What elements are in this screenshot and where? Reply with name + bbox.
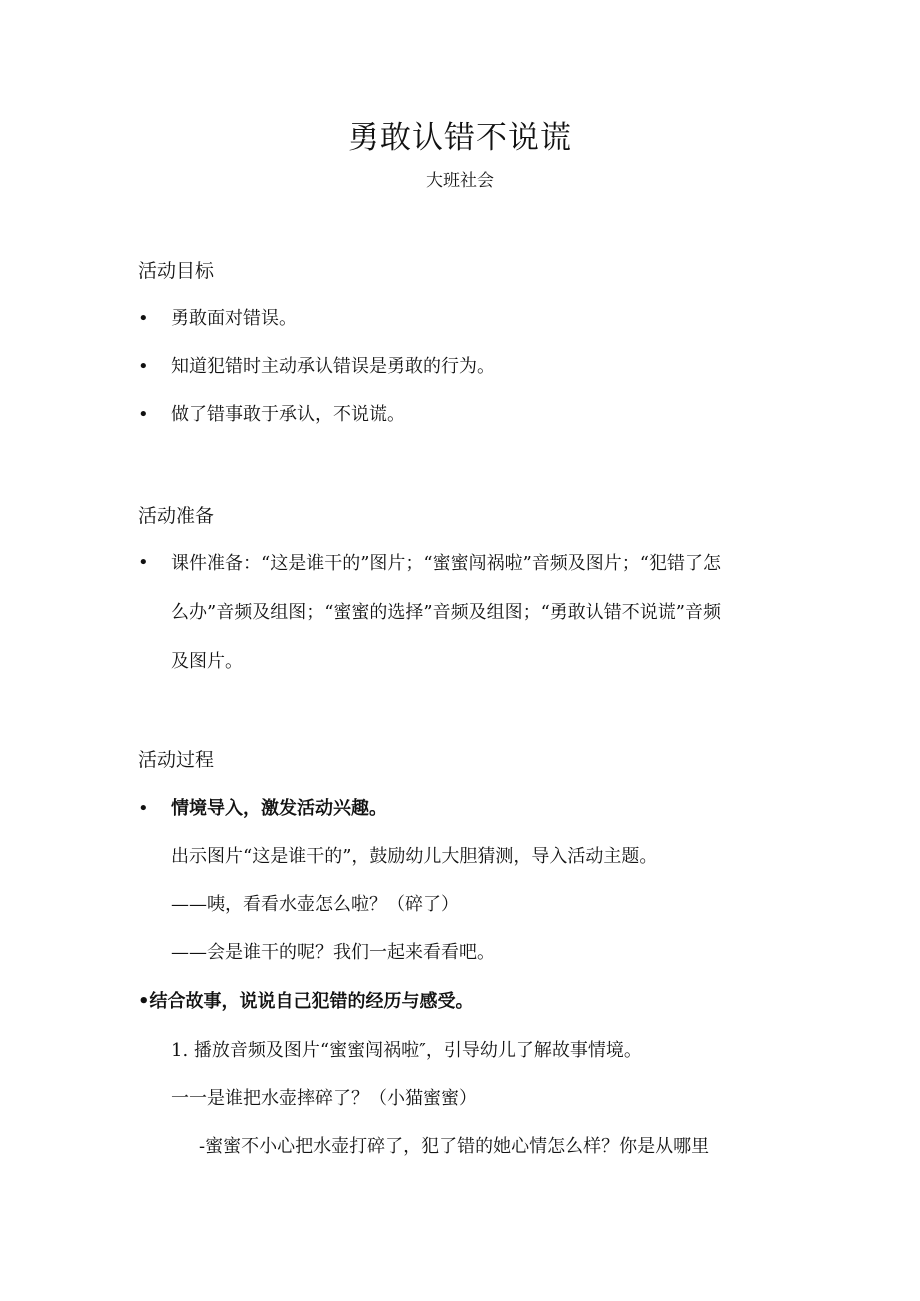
section-heading-goals: 活动目标: [138, 260, 215, 282]
section-heading-prep: 活动准备: [138, 505, 215, 527]
prep-line: 课件准备：“这是谁干的”图片；“蜜蜜闯祸啦”音频及图片；“犯错了怎: [171, 553, 722, 574]
bullet: •: [138, 356, 149, 377]
goal-item: 勇敢面对错误。: [171, 308, 297, 329]
prep-line: 及图片。: [171, 651, 243, 672]
step1-line: ——咦，看看水壶怎么啦？（碎了）: [171, 894, 459, 915]
page-subtitle: 大班社会: [426, 171, 494, 191]
prep-line: 么办”音频及组图；“蜜蜜的选择”音频及组图；“勇敢认错不说谎”音频: [171, 602, 722, 623]
step2-line: 一一是谁把水壶摔碎了？（小猫蜜蜜）: [171, 1088, 477, 1109]
step2-line: 1. 播放音频及图片“蜜蜜闯祸啦″，引导幼儿了解故事情境。: [171, 1040, 642, 1061]
step2-line: -蜜蜜不小心把水壶打碎了，犯了错的她心情怎么样？你是从哪里: [199, 1136, 710, 1157]
bullet: •: [138, 404, 149, 425]
section-heading-process: 活动过程: [138, 749, 215, 771]
step1-title: 情境导入，激发活动兴趣。: [171, 798, 387, 819]
step1-line: 出示图片“这是谁干的”，鼓励幼儿大胆猜测，导入活动主题。: [171, 846, 658, 867]
bullet: •: [138, 308, 149, 329]
page-title: 勇敢认错不说谎: [348, 120, 572, 156]
prep-paragraph: [171, 539, 823, 686]
step2-title: •结合故事，说说自己犯错的经历与感受。: [138, 991, 474, 1012]
goal-item: 知道犯错时主动承认错误是勇敢的行为。: [171, 356, 495, 377]
goal-item: 做了错事敢于承认，不说谎。: [171, 404, 405, 425]
bullet: •: [138, 798, 149, 819]
bullet: •: [138, 552, 149, 573]
step1-line: ——会是谁干的呢？我们一起来看看吧。: [171, 942, 495, 963]
